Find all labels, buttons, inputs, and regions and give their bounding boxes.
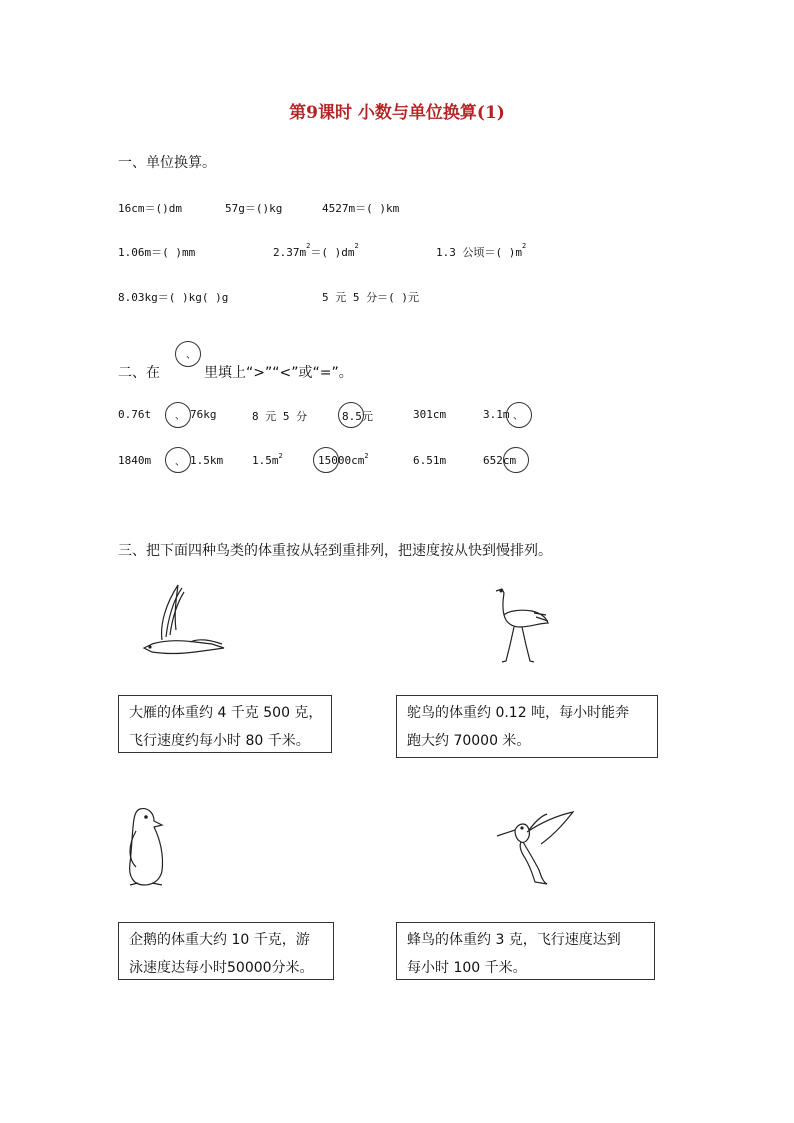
box-line: 每小时 100 千米。	[407, 960, 527, 976]
section2-heading	[118, 362, 353, 382]
conversion-text: 2.37m	[273, 246, 307, 259]
box-line: 跑大约 70000 米。	[407, 733, 531, 749]
compare-right: 8.5元	[342, 410, 373, 423]
compare-right: 652cm	[483, 454, 517, 467]
compare-left: 6.51m	[413, 454, 447, 467]
bird-info-box	[118, 922, 334, 980]
box-line: 泳速度达每小时50000分米。	[129, 960, 314, 976]
compare-left: 8 元 5 分	[252, 410, 308, 423]
heading-text: 二、在	[118, 365, 160, 381]
compare-right: 76kg	[190, 408, 217, 421]
conversion-item: 5 元 5 分＝( )元	[322, 291, 419, 304]
superscript: 2	[278, 452, 283, 460]
bird-info-box	[118, 695, 332, 753]
comparison-circle[interactable]	[503, 447, 529, 473]
box-line: 飞行速度约每小时 80 千米。	[129, 733, 310, 749]
compare-left: 301cm	[413, 408, 447, 421]
conversion-item: 16cm＝()dm	[118, 202, 182, 215]
conversion-item: 4527m＝( )km	[322, 202, 400, 215]
value-text: 1.5m	[252, 454, 279, 467]
section3-heading: 三、把下面四种鸟类的体重按从轻到重排列，把速度按从快到慢排列。	[118, 543, 552, 559]
superscript: 2	[354, 242, 359, 250]
box-line: 鸵鸟的体重约 0.12 吨，每小时能奔	[407, 705, 630, 721]
compare-right: 1.5km	[190, 454, 224, 467]
mark-glyph: 、	[513, 411, 523, 422]
conversion-item: 57g＝()kg	[225, 202, 283, 215]
compare-left	[252, 454, 283, 467]
mark-glyph: 、	[175, 457, 185, 468]
box-line: 企鹅的体重大约 10 千克，游	[129, 932, 310, 948]
bird-info-box	[396, 695, 658, 758]
ostrich-illustration	[490, 585, 555, 665]
page-title: 第9课时 小数与单位换算(1)	[289, 103, 505, 123]
conversion-text: 1.06m＝( )mm	[118, 246, 196, 259]
box-line: 蜂鸟的体重约 3 克，飞行速度达到	[407, 932, 621, 948]
compare-right	[318, 454, 369, 467]
bird-info-box	[396, 922, 655, 980]
section1-heading: 一、单位换算。	[118, 155, 216, 171]
box-line: 大雁的体重约 4 千克 500 克，	[129, 705, 323, 721]
conversion-item	[436, 244, 526, 260]
conversion-text: 1.3 公顷＝( )m	[436, 246, 522, 259]
compare-left: 0.76t	[118, 408, 152, 421]
heading-text: 里填上“>”“<”或“=”。	[204, 365, 353, 381]
goose-illustration	[140, 580, 230, 660]
superscript: 2	[364, 452, 369, 460]
compare-left: 1840m	[118, 454, 152, 467]
penguin-illustration	[122, 805, 172, 890]
conversion-item	[273, 244, 359, 260]
mark-glyph: 、	[186, 350, 196, 361]
superscript: 2	[306, 242, 311, 250]
conversion-item: 8.03kg＝( )kg( )g	[118, 291, 229, 304]
conversion-text: ＝( )dm	[310, 246, 355, 259]
hummingbird-illustration	[495, 808, 580, 888]
mark-glyph: 、	[175, 411, 185, 422]
superscript: 2	[521, 242, 527, 250]
compare-right: 3.1m	[483, 408, 510, 421]
value-text: 15000cm	[318, 454, 365, 467]
conversion-item	[118, 244, 195, 260]
